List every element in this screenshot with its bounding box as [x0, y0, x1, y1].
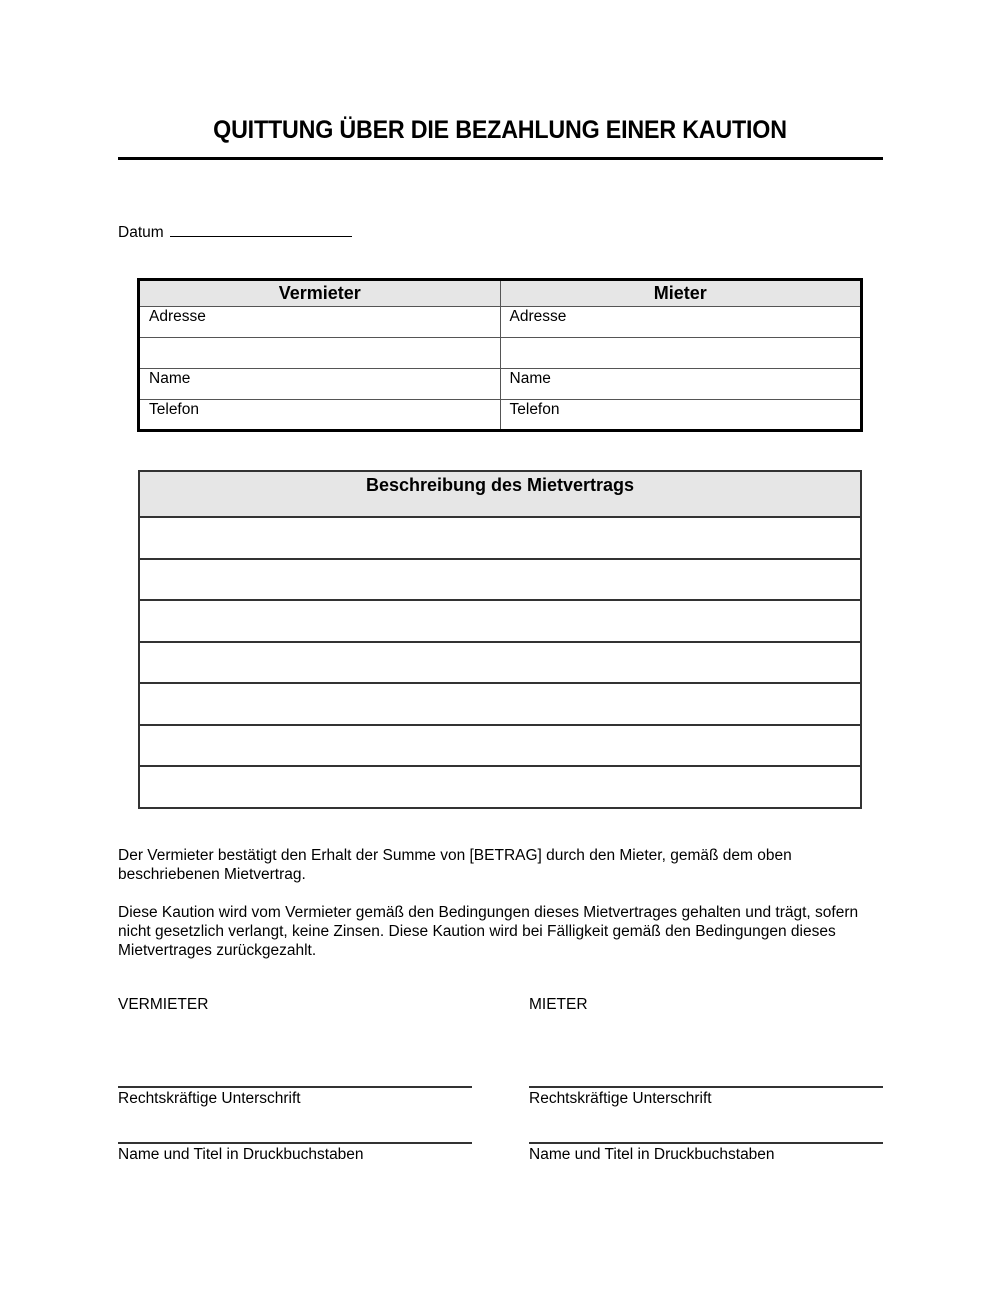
tenant-signature-heading: MIETER	[529, 996, 588, 1013]
lease-description-row	[139, 725, 861, 767]
lease-description-row	[139, 642, 861, 684]
receipt-confirmation-paragraph: Der Vermieter bestätigt den Erhalt der Summe von [BETRAG] durch den Mieter, gemäß dem oben beschriebenen Mietvertrag.	[118, 847, 792, 883]
parties-table	[137, 278, 863, 432]
landlord-signature-heading: VERMIETER	[118, 996, 209, 1013]
address-continued-row	[139, 338, 862, 369]
date-input-line[interactable]	[170, 223, 352, 237]
landlord-name-cell[interactable]: Name	[139, 369, 501, 400]
lease-description-table	[138, 470, 862, 809]
tenant-address-line2-cell[interactable]	[500, 338, 862, 369]
lease-description-cell[interactable]	[139, 517, 861, 559]
lease-description-header-row	[139, 471, 861, 517]
deposit-terms-paragraph: Diese Kaution wird vom Vermieter gemäß den Bedingungen dieses Mietvertrages gehalten und trägt, sofern nicht gesetzlich verlangt, keine Zinsen. Diese Kaution wird bei Fälligkeit gemäß den Bedingungen dieses Mietvertrages zurückgezahlt.	[118, 904, 859, 959]
tenant-signature-label: Rechtskräftige Unterschrift	[529, 1090, 712, 1107]
tenant-printed-name-label: Name und Titel in Druckbuchstaben	[529, 1146, 775, 1163]
date-label: Datum	[118, 224, 164, 241]
lease-description-cell[interactable]	[139, 683, 861, 725]
landlord-signature-label: Rechtskräftige Unterschrift	[118, 1090, 301, 1107]
lease-description-row	[139, 559, 861, 601]
document-title: QUITTUNG ÜBER DIE BEZAHLUNG EINER KAUTION	[213, 116, 787, 144]
address-row	[139, 307, 862, 338]
lease-description-cell[interactable]	[139, 600, 861, 642]
name-row	[139, 369, 862, 400]
tenant-name-cell[interactable]: Name	[500, 369, 862, 400]
tenant-column-header: Mieter	[500, 280, 862, 307]
phone-row	[139, 400, 862, 431]
landlord-printed-name-label: Name und Titel in Druckbuchstaben	[118, 1146, 364, 1163]
landlord-signature-line[interactable]	[118, 1086, 472, 1088]
lease-description-cell[interactable]	[139, 725, 861, 767]
landlord-column-header: Vermieter	[139, 280, 501, 307]
tenant-printed-name-line[interactable]	[529, 1142, 883, 1144]
landlord-address-cell[interactable]: Adresse	[139, 307, 501, 338]
landlord-phone-cell[interactable]: Telefon	[139, 400, 501, 431]
lease-description-row	[139, 766, 861, 808]
lease-description-cell[interactable]	[139, 559, 861, 601]
parties-header-row	[139, 280, 862, 307]
tenant-address-cell[interactable]: Adresse	[500, 307, 862, 338]
landlord-printed-name-line[interactable]	[118, 1142, 472, 1144]
tenant-signature-line[interactable]	[529, 1086, 883, 1088]
lease-description-row	[139, 517, 861, 559]
lease-description-row	[139, 600, 861, 642]
tenant-phone-cell[interactable]: Telefon	[500, 400, 862, 431]
lease-description-row	[139, 683, 861, 725]
lease-description-header: Beschreibung des Mietvertrags	[139, 471, 861, 517]
title-rule	[118, 157, 883, 160]
lease-description-cell[interactable]	[139, 766, 861, 808]
lease-description-cell[interactable]	[139, 642, 861, 684]
landlord-address-line2-cell[interactable]	[139, 338, 501, 369]
date-field	[118, 223, 352, 242]
